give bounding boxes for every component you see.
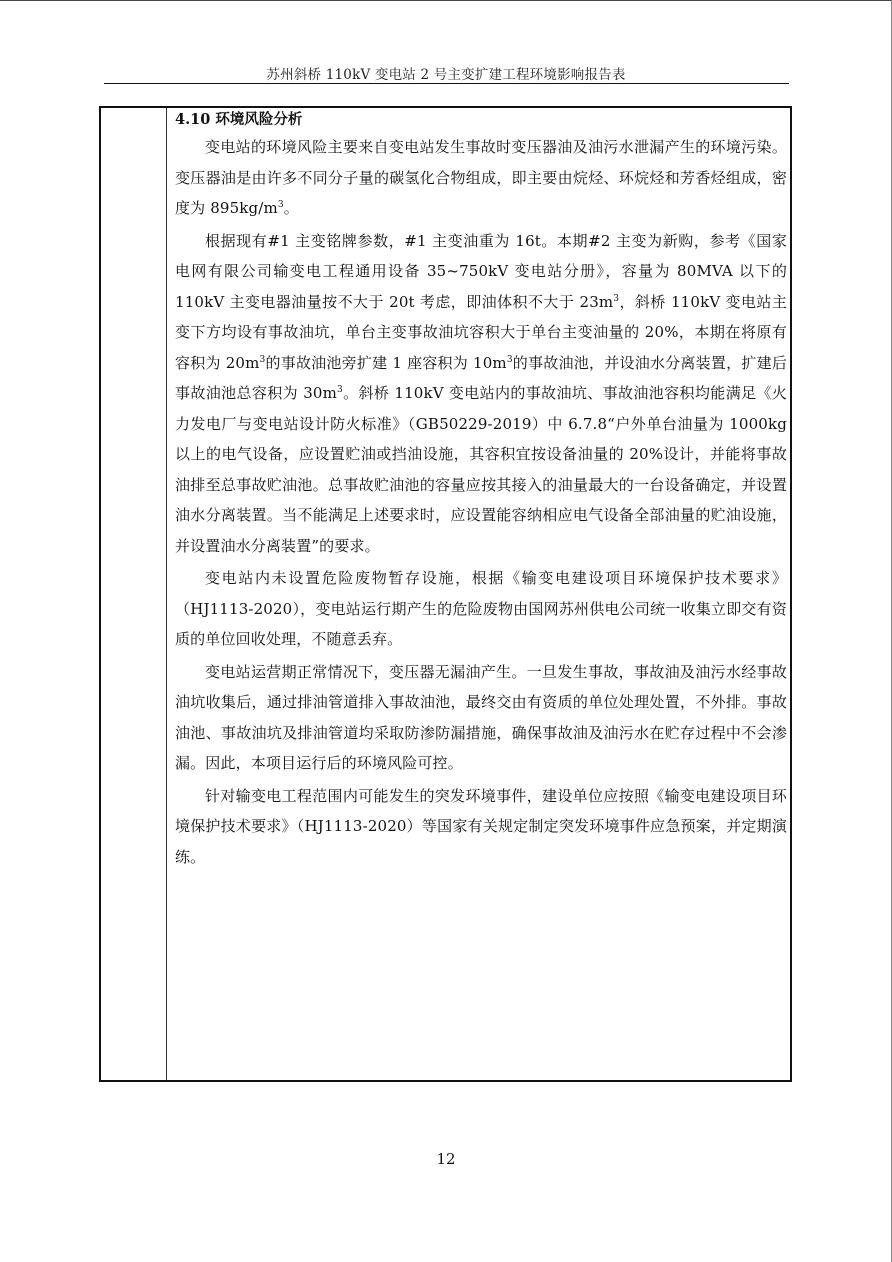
paragraph-text: 的事故油池，并设油水分离装置，扩建后事故油池总容积为 30m [175, 353, 787, 402]
table-column-divider [166, 108, 167, 1080]
section-body [175, 132, 787, 872]
superscript: 3 [506, 354, 513, 365]
superscript: 3 [336, 385, 343, 395]
body-paragraph [175, 226, 787, 562]
paragraph-text: 变电站的环境风险主要来自变电站发生事故时变压器油及油污水泄漏产生的环境污染。变压器油是由许多不同分子量的碳氢化合物组成，即主要由烷烃、环烷烃和芳香烃组成，密度为 895kg/m [175, 138, 787, 217]
paragraph-text: 变电站内未设置危险废物暂存设施，根据《输变电建设项目环境保护技术要求》（HJ1113-2020），变电站运行期产生的危险废物由国网苏州供电公司统一收集立即交有资质的单位回收处理，不随意丢弃。 [175, 569, 787, 648]
content-table [99, 106, 792, 1082]
page-edge-top [0, 0, 892, 1]
paragraph-text: 的事故油池旁扩建 1 座容积为 10m [265, 353, 507, 372]
header-rule [104, 83, 789, 84]
paragraph-text: 针对输变电工程范围内可能发生的突发环境事件，建设单位应按照《输变电建设项目环境保护技术要求》（HJ1113-2020）等国家有关规定制定突发环境事件应急预案，并定期演练。 [175, 786, 787, 866]
superscript: 3 [613, 293, 620, 304]
body-paragraph [175, 563, 787, 655]
superscript: 3 [277, 200, 284, 210]
paragraph-text: ，斜桥 110kV 变电站主变下方均设有事故油坑，单台主变事故油坑容积大于单台主变油量的 20%，本期在将原有容积为 20m [175, 292, 787, 372]
content-cell [175, 108, 787, 872]
paragraph-text: 变电站运营期正常情况下，变压器无漏油产生。一旦发生事故，事故油及油污水经事故油坑收集后，通过排油管道排入事故油池，最终交由有资质的单位处理处置，不外排。事故油池、事故油坑及排油管道均采取防渗防漏措施，确保事故油及油污水在贮存过程中不会渗漏。因此，本项目运行后的环境风险可控。 [175, 662, 787, 772]
section-title: 4.10 环境风险分析 [175, 111, 303, 128]
page-number: 12 [436, 1150, 456, 1168]
document-header: 苏州斜桥 110kV 变电站 2 号主变扩建工程环境影响报告表 [266, 67, 626, 83]
paragraph-text: 。 [283, 199, 299, 217]
superscript: 3 [259, 354, 266, 365]
body-paragraph [175, 781, 787, 873]
paragraph-text: 。斜桥 110kV 变电站内的事故油坑、事故油池容积均能满足《火力发电厂与变电站设计防火标准》（GB50229-2019）中 6.7.8“户外单台油量为 1000kg 以上的电气设备，应设置贮油或挡油设施，其容积宜按设备油量的 20%设计，并能将事故油排至总事故贮油池。总事故贮油池的容量应按其接入的油量最大的一台设备确定，并设置油水分离装置。当不能满足上述要求时，应设置能容纳相应电气设备全部油量的贮油设施，并设置油水分离装置”的要求。 [175, 384, 787, 555]
paragraph-text: 根据现有#1 主变铭牌参数，#1 主变油重为 16t。本期#2 主变为新购，参考《国家电网有限公司输变电工程通用设备 35~750kV 变电站分册》，容量为 80MVA 以下的 110kV 主变电器油量按不大于 20t 考虑，即油体积不大于 23m [175, 231, 787, 311]
body-paragraph [175, 132, 787, 224]
body-paragraph [175, 657, 787, 779]
